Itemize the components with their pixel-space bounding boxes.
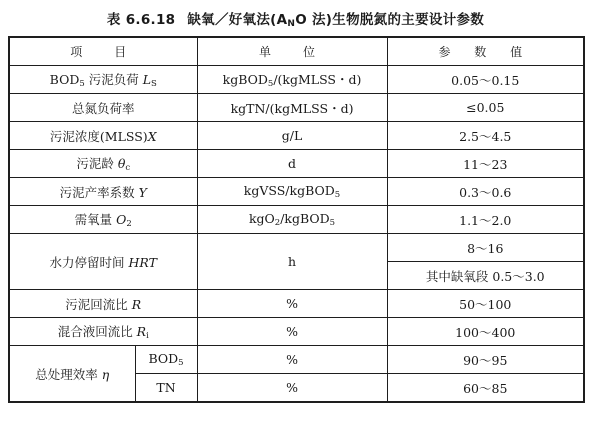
- param-name: 混合液回流比 $R_i$: [9, 318, 197, 346]
- param-value: 60～85: [387, 374, 584, 403]
- table-header-row: [9, 37, 584, 66]
- param-name: 总氮负荷率: [9, 94, 197, 122]
- param-name: 污泥浓度(MLSS)X: [9, 122, 197, 150]
- param-name: 水力停留时间 HRT: [9, 234, 197, 290]
- param-unit: %: [197, 318, 387, 346]
- header-value: 参 数 值: [387, 37, 584, 66]
- table-row: [9, 234, 584, 262]
- param-name: 污泥龄 $\theta_c$: [9, 150, 197, 178]
- param-value: ≤0.05: [387, 94, 584, 122]
- header-item: 项 目: [9, 37, 197, 66]
- param-unit: d: [197, 150, 387, 178]
- param-name: 总处理效率 η: [9, 346, 135, 403]
- param-value: 50～100: [387, 290, 584, 318]
- header-unit: 单 位: [197, 37, 387, 66]
- table-row: [9, 66, 584, 94]
- param-value: 90～95: [387, 346, 584, 374]
- param-unit: kgVSS/kgBOD$_5$: [197, 178, 387, 206]
- table-number: 表 6.6.18: [106, 12, 176, 28]
- table-row: [9, 346, 584, 374]
- table-row: [9, 178, 584, 206]
- param-unit: h: [197, 234, 387, 290]
- table-title: 缺氧／好氧法($A_NO$ 法)生物脱氮的主要设计参数: [187, 12, 485, 29]
- table-caption: [0, 8, 591, 29]
- table-row: [9, 94, 584, 122]
- param-value: 0.05～0.15: [387, 66, 584, 94]
- param-subitem: $BOD_5$: [135, 346, 197, 374]
- param-unit: g/L: [197, 122, 387, 150]
- table-row: [9, 122, 584, 150]
- param-name: $BOD_5$ 污泥负荷 $L_S$: [9, 66, 197, 94]
- param-value: 2.5～4.5: [387, 122, 584, 150]
- table-row: [9, 318, 584, 346]
- param-value: 8～16: [387, 234, 584, 262]
- table-row: [9, 150, 584, 178]
- param-name: 需氧量 $O_2$: [9, 206, 197, 234]
- param-unit: %: [197, 290, 387, 318]
- param-unit: %: [197, 374, 387, 403]
- table-row: [9, 206, 584, 234]
- param-value-anoxic: 其中缺氧段 0.5～3.0: [387, 262, 584, 290]
- param-value: 1.1～2.0: [387, 206, 584, 234]
- param-value: 11～23: [387, 150, 584, 178]
- param-unit: kgO$_2$/kgBOD$_5$: [197, 206, 387, 234]
- param-name: 污泥产率系数 Y: [9, 178, 197, 206]
- table-row: [9, 290, 584, 318]
- param-value: 0.3～0.6: [387, 178, 584, 206]
- param-unit: kgBOD$_5$/(kgMLSS・d): [197, 66, 387, 94]
- design-parameters-table: [8, 36, 585, 403]
- param-value: 100～400: [387, 318, 584, 346]
- param-subitem: TN: [135, 374, 197, 403]
- param-name: 污泥回流比 R: [9, 290, 197, 318]
- param-unit: %: [197, 346, 387, 374]
- param-unit: kgTN/(kgMLSS・d): [197, 94, 387, 122]
